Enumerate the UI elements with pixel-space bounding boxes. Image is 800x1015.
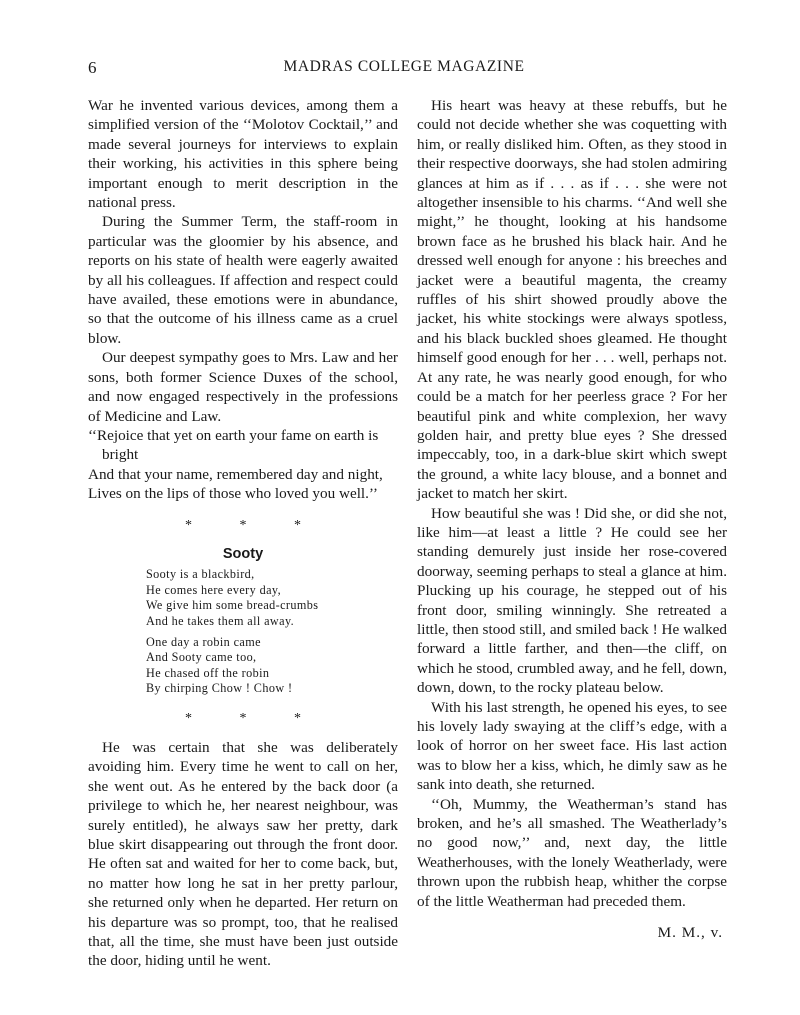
quoted-verse <box>88 426 398 504</box>
paragraph: How beautiful she was ! Did she, or did she not, like him—at least a little ? He could see her standing demurely just inside her rose-covered doorway, seeming perhaps to steal a glance at him. Plucking up his courage, he stepped out of his front door, smiling winningly. She retreated a little, then stood still, and smiled back ! He walked forward a little farther, and then—the cliff, on which he stood, crumbled away, and he fell, down, down, down, to the rocky plateau below. <box>417 504 727 697</box>
poem-stanza <box>146 635 398 697</box>
section-separator: * * * <box>185 517 323 533</box>
paragraph: During the Summer Term, the staff-room in particular was the gloomier by his absence, and reports on his state of health were eagerly awaited by all his colleagues. If affection and respect could have availed, these emotions were in abundance, so that the outcome of his illness came as a cruel blow. <box>88 213 398 347</box>
paragraph: War he invented various devices, among them a simplified version of the ‘‘Molotov Cocktail,’’ and made several journeys for interviews to explain their working, his activities in this sphere being important enough to merit description in the national press. <box>88 97 398 212</box>
poem-line: He chased off the robin <box>146 665 270 680</box>
verse-line: And that your name, remembered day and night, <box>88 465 383 483</box>
poem-line: And Sooty came too, <box>146 650 257 665</box>
page-header <box>88 58 720 82</box>
verse-line: ‘‘Rejoice that yet on earth your fame on earth is bright <box>88 426 379 464</box>
paragraph: Our deepest sympathy goes to Mrs. Law and her sons, both former Science Duxes of the school, and now engaged respectively in the professions of Medicine and Law. <box>88 349 398 425</box>
paragraph: With his last strength, he opened his eyes, to see his lovely lady swaying at the cliff’s edge, with a look of horror on her sweet face. His last action was to blow her a kiss, which, he dimly saw as he sank into death, she returned. <box>417 698 727 794</box>
paragraph: ‘‘Oh, Mummy, the Weatherman’s stand has broken, and he’s all smashed. The Weatherlady’s no good now,’’ and, next day, the little Weatherhouses, with the lonely Weatherlady, were thrown upon the rubbish heap, whither the corpse of the little Weatherman had preceded them. <box>417 795 727 910</box>
poem-line: By chirping Chow ! Chow ! <box>146 681 293 696</box>
poem-line: We give him some bread-crumbs <box>146 598 319 613</box>
poem-title: Sooty <box>222 545 264 562</box>
poem-line: He comes here every day, <box>146 582 282 597</box>
page-number: 6 <box>88 58 97 77</box>
poem-line: Sooty is a blackbird, <box>146 567 255 582</box>
running-title: MADRAS COLLEGE MAGAZINE <box>283 58 525 75</box>
paragraph: His heart was heavy at these rebuffs, but he could not decide whether she was coquetting with him, or really disliked him. Often, as they stood in their respective doorways, she had stolen admiring glances at him as if . . . as if . . . she were not altogether insensible to his charms. ‘‘And well she might,’’ he thought, looking at his handsome brown face as he brushed his black hair. And he dressed well enough for anyone : his breeches and jacket were a beautiful magenta, the creamy ruffles of his shirt showed proudly above the jacket, his white stockings were always spotless, and his black buckled shoes gleamed. He thought himself good enough for her . . . well, perhaps not. At any rate, he was nearly good enough, for who could be a match for her peerless grace ? For her beautiful pink and white complexion, her wavy golden hair, and pretty blue eyes ? She dressed impeccably, too, in a dark-blue skirt which swept the ground, a white lacy blouse, and a bonnet and jacket to match her skirt. <box>417 97 727 503</box>
poem-line: One day a robin came <box>146 634 261 649</box>
poem-stanza <box>146 567 398 629</box>
right-column <box>417 96 727 942</box>
author-signature: M. M., v. <box>657 924 723 942</box>
section-separator: * * * <box>185 710 323 726</box>
poem-line: And he takes them all away. <box>146 613 295 628</box>
poem <box>146 567 398 696</box>
paragraph: He was certain that she was deliberately avoiding him. Every time he went to call on her, she went out. As he entered by the back door (a privilege to which he, her nearest neighbour, was surely entitled), he always saw her pretty, dark blue skirt disappearing out through the front door. He often sat and waited for her to come back, but, no matter how long he sat in her pretty parlour, she returned only when he departed. Her return on his departure was so prompt, too, that he realised that, all the time, she must have been just outside the door, hiding until he went. <box>88 739 398 970</box>
left-column <box>88 96 398 971</box>
verse-line: Lives on the lips of those who loved you well.’’ <box>88 485 378 503</box>
